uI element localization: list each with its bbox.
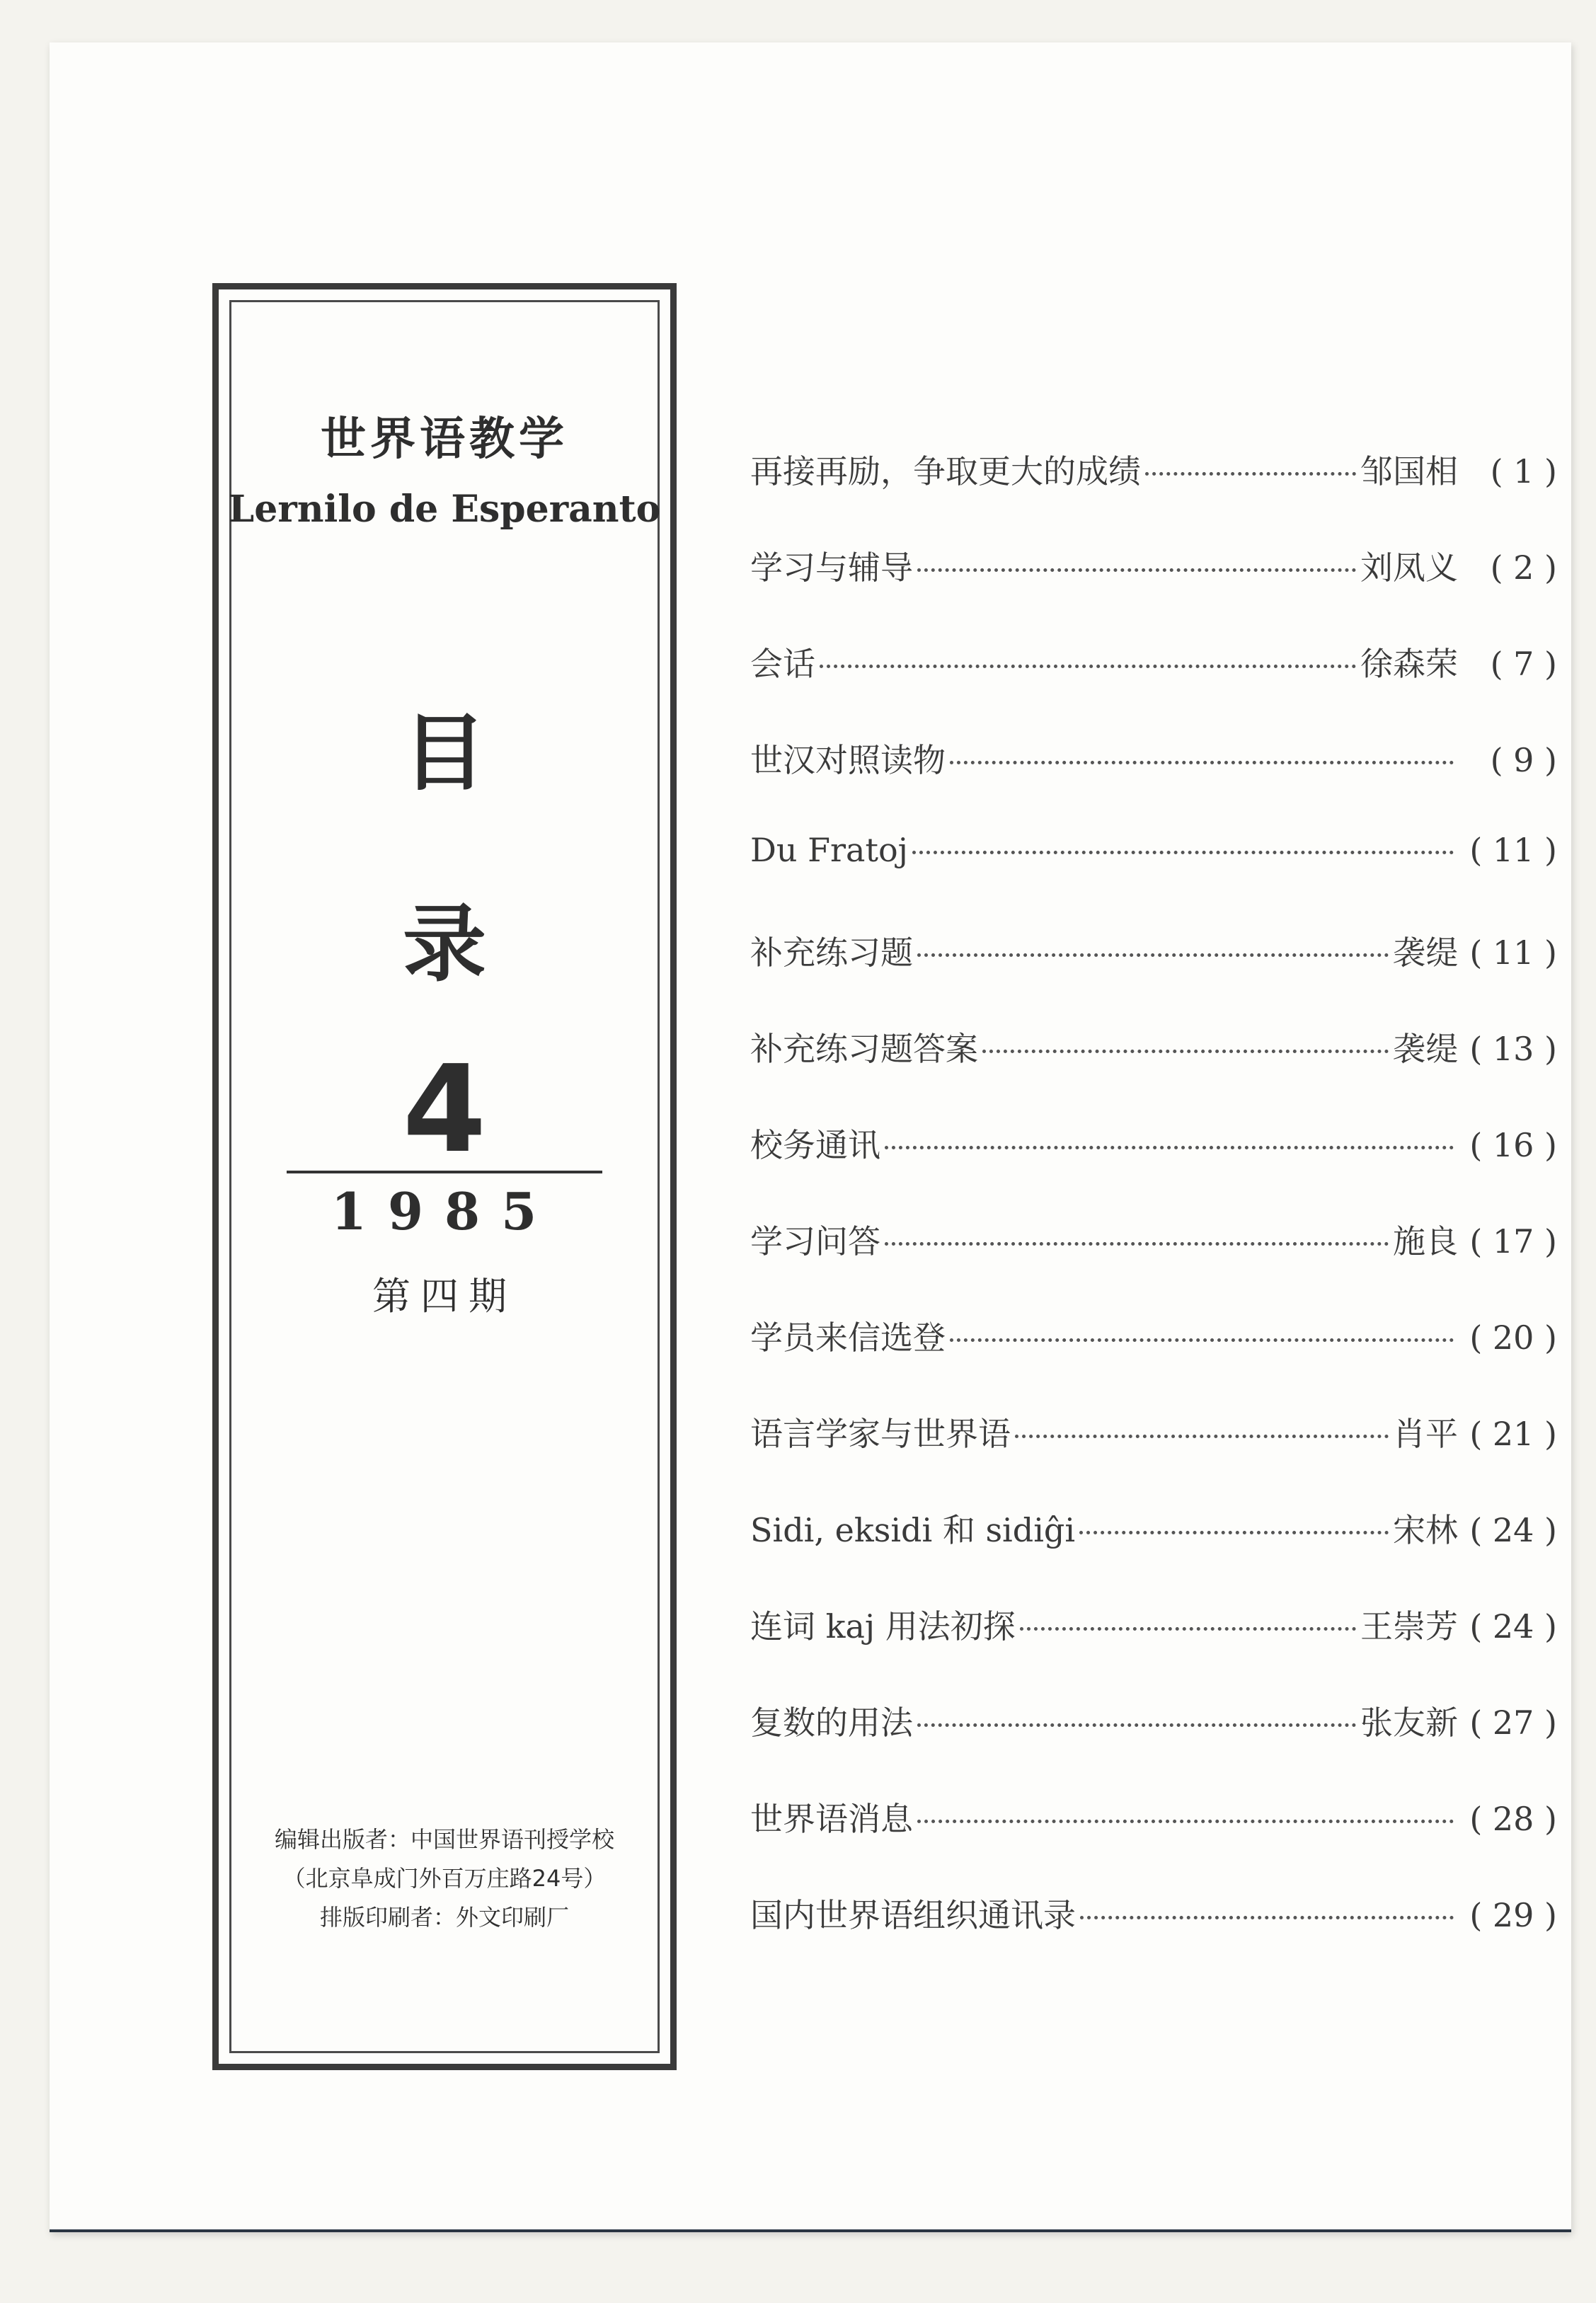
toc-entry-title: 校务通讯	[750, 1126, 880, 1164]
toc-entry-title: 会话	[750, 645, 815, 683]
toc-entry[interactable]	[750, 1505, 1557, 1601]
publisher-address: （北京阜成门外百万庄路24号）	[282, 1865, 607, 1892]
toc-entry-title: 学习问答	[750, 1222, 880, 1260]
divider-rule	[287, 1171, 602, 1173]
toc-entry-page: ( 9 )	[1490, 741, 1557, 779]
dot-leader	[1020, 1627, 1356, 1631]
toc-entry-title: 复数的用法	[750, 1704, 913, 1742]
toc-entry-author: 袭缇	[1393, 1030, 1458, 1068]
toc-entry-page: ( 17 )	[1469, 1222, 1557, 1260]
toc-entry-page: ( 16 )	[1469, 1126, 1557, 1164]
toc-entry-title: Sidi, eksidi 和 sidiĝi	[750, 1511, 1076, 1549]
dot-leader	[982, 1050, 1389, 1053]
toc-entry-title: 国内世界语组织通讯录	[750, 1896, 1076, 1934]
dot-leader	[820, 665, 1356, 668]
dot-leader	[885, 1242, 1389, 1246]
toc-entry[interactable]	[750, 1601, 1557, 1697]
toc-entry-page: ( 1 )	[1490, 452, 1557, 490]
toc-entry-page: ( 11 )	[1469, 934, 1557, 972]
toc-entry-page: ( 21 )	[1469, 1415, 1557, 1453]
issue-year: 1985	[331, 1181, 558, 1241]
printer-line: 排版印刷者：外文印刷厂	[319, 1904, 569, 1931]
issue-number: 4	[402, 1040, 487, 1180]
dot-leader	[1080, 1916, 1454, 1919]
toc-entry[interactable]	[750, 1312, 1557, 1408]
toc-entry[interactable]	[750, 1793, 1557, 1890]
toc-entry-author: 王崇芳	[1360, 1607, 1458, 1646]
dot-leader	[917, 953, 1389, 957]
cover-frame	[212, 283, 677, 2070]
toc-entry[interactable]	[750, 831, 1557, 927]
table-of-contents	[750, 446, 1557, 1986]
journal-title-esperanto: Lernilo de Esperanto	[228, 488, 661, 531]
toc-entry-author: 徐森荣	[1360, 645, 1458, 683]
toc-entry-title: 连词 kaj 用法初探	[750, 1607, 1016, 1646]
toc-entry[interactable]	[750, 735, 1557, 831]
toc-entry-author: 施良	[1393, 1222, 1458, 1260]
toc-entry-title: 补充练习题	[750, 934, 913, 972]
toc-entry[interactable]	[750, 638, 1557, 735]
toc-entry-page: ( 29 )	[1469, 1896, 1557, 1934]
toc-entry[interactable]	[750, 1023, 1557, 1120]
toc-entry-title: 语言学家与世界语	[750, 1415, 1011, 1453]
dot-leader	[950, 1338, 1454, 1342]
toc-entry-title: 学习与辅导	[750, 549, 913, 587]
toc-entry[interactable]	[750, 542, 1557, 638]
dot-leader	[1079, 1531, 1389, 1534]
toc-entry-page: ( 24 )	[1469, 1511, 1557, 1549]
toc-entry-page: ( 13 )	[1469, 1030, 1557, 1068]
toc-entry[interactable]	[750, 446, 1557, 542]
dot-leader	[950, 761, 1454, 764]
contents-heading-char-1: 目	[402, 703, 486, 802]
toc-entry-page: ( 27 )	[1469, 1704, 1557, 1742]
toc-entry-author: 宋林	[1393, 1511, 1458, 1549]
toc-entry-page: ( 11 )	[1469, 831, 1557, 869]
page-sheet	[50, 42, 1571, 2232]
toc-entry[interactable]	[750, 1408, 1557, 1505]
toc-entry-page: ( 7 )	[1490, 645, 1557, 683]
toc-entry-author: 邹国相	[1360, 452, 1458, 490]
toc-entry-title: 补充练习题答案	[750, 1030, 978, 1068]
publisher-line: 编辑出版者：中国世界语刊授学校	[274, 1826, 614, 1853]
dot-leader	[1015, 1435, 1389, 1438]
toc-entry[interactable]	[750, 927, 1557, 1023]
dot-leader	[917, 568, 1356, 572]
toc-entry-page: ( 2 )	[1490, 549, 1557, 587]
toc-entry-author: 刘凤义	[1360, 549, 1458, 587]
toc-entry-title: 世汉对照读物	[750, 741, 946, 779]
toc-entry-author: 袭缇	[1393, 934, 1458, 972]
toc-entry-page: ( 28 )	[1469, 1800, 1557, 1838]
dot-leader	[885, 1146, 1454, 1149]
toc-entry-author: 肖平	[1393, 1415, 1458, 1453]
dot-leader	[1145, 472, 1356, 476]
contents-heading-char-2: 录	[402, 895, 486, 993]
issue-label: 第四期	[372, 1274, 517, 1319]
toc-entry-title: 学员来信选登	[750, 1319, 946, 1357]
toc-entry-title: 再接再励，争取更大的成绩	[750, 452, 1141, 490]
journal-title-chinese: 世界语教学	[321, 413, 568, 466]
toc-entry-title: Du Fratoj	[750, 831, 908, 869]
toc-entry[interactable]	[750, 1697, 1557, 1793]
toc-entry-title: 世界语消息	[750, 1800, 913, 1838]
dot-leader	[917, 1723, 1356, 1727]
dot-leader	[912, 851, 1454, 854]
toc-entry-author: 张友新	[1360, 1704, 1458, 1742]
toc-entry[interactable]	[750, 1216, 1557, 1312]
toc-entry[interactable]	[750, 1890, 1557, 1986]
toc-entry-page: ( 20 )	[1469, 1319, 1557, 1357]
toc-entry-page: ( 24 )	[1469, 1607, 1557, 1646]
dot-leader	[917, 1820, 1454, 1823]
toc-entry[interactable]	[750, 1120, 1557, 1216]
